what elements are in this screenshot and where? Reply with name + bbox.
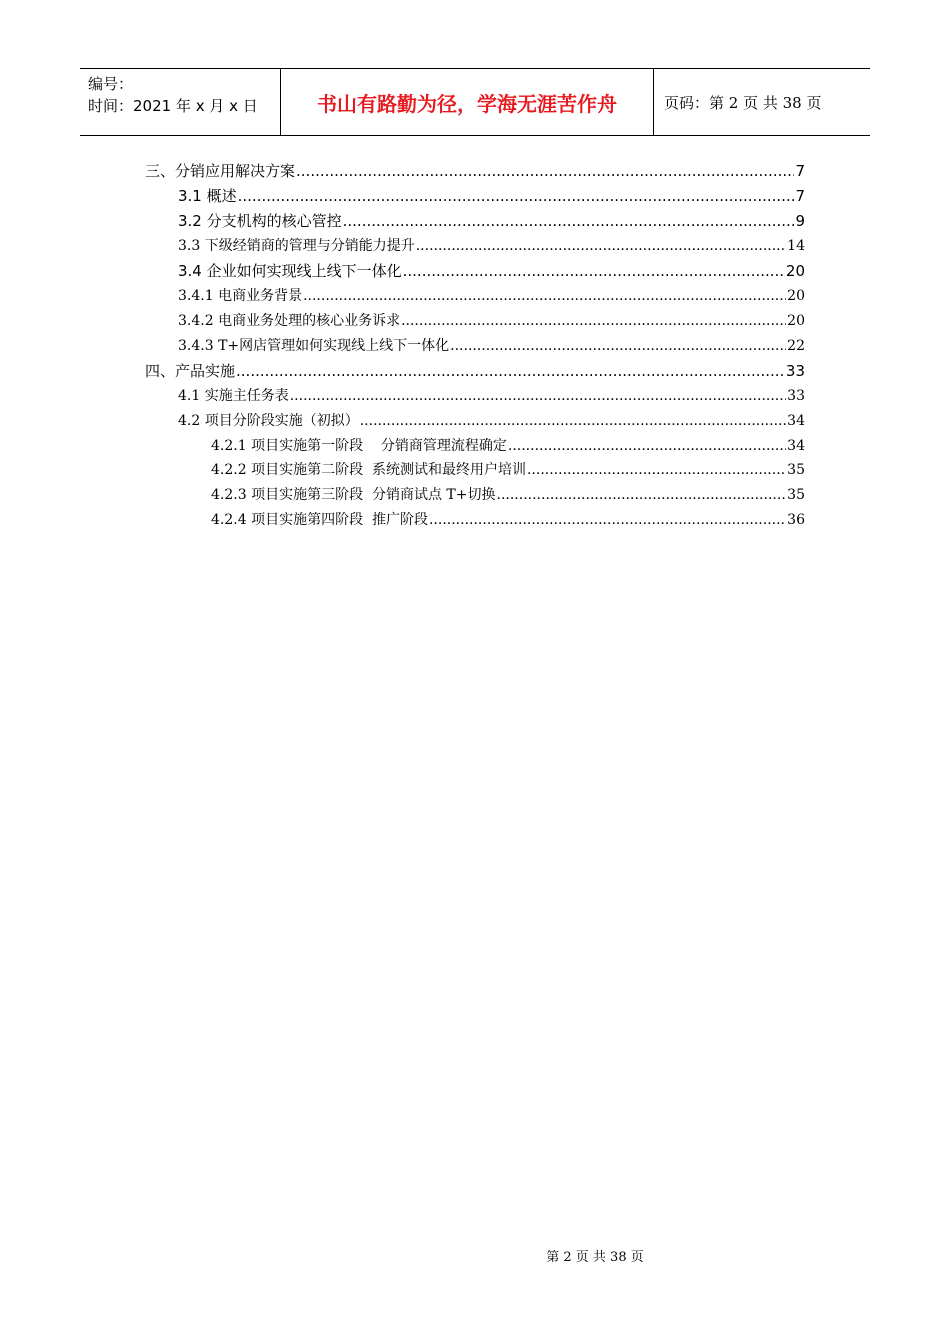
toc-entry[interactable] xyxy=(178,260,805,282)
toc-entry-page: 7 xyxy=(795,187,805,205)
toc-entry[interactable] xyxy=(178,410,805,432)
toc-entry[interactable] xyxy=(178,185,805,207)
toc-leader-dots xyxy=(236,362,785,380)
toc-entry-page: 7 xyxy=(795,162,805,180)
toc-entry-title: 四、产品实施 xyxy=(145,362,236,380)
toc-entry-page: 9 xyxy=(795,212,805,230)
toc-entry-page: 36 xyxy=(787,512,805,528)
toc-entry[interactable] xyxy=(178,335,805,357)
toc-entry-title: 4.2.2 项目实施第二阶段 系统测试和最终用户培训 xyxy=(211,462,526,478)
toc-entry[interactable] xyxy=(178,235,805,257)
toc-entry-page: 35 xyxy=(787,487,805,503)
toc-entry-title: 3.4.2 电商业务处理的核心业务诉求 xyxy=(178,313,401,329)
toc-entry[interactable] xyxy=(178,385,805,407)
toc-leader-dots xyxy=(360,413,786,429)
toc-entry-page: 34 xyxy=(787,438,805,454)
toc-leader-dots xyxy=(303,288,786,304)
toc-leader-dots xyxy=(290,388,786,404)
toc-entry-title: 4.2.3 项目实施第三阶段 分销商试点 T+切换 xyxy=(211,487,496,503)
toc-entry[interactable] xyxy=(178,285,805,307)
toc-leader-dots xyxy=(238,187,795,205)
toc-entry-title: 3.4.1 电商业务背景 xyxy=(178,288,303,304)
header-motto: 书山有路勤为径，学海无涯苦作舟 xyxy=(281,69,654,135)
toc-entry-title: 三、分销应用解决方案 xyxy=(145,162,296,180)
toc-entry-page: 20 xyxy=(787,313,805,329)
toc-leader-dots xyxy=(429,512,786,528)
toc-leader-dots xyxy=(450,338,786,354)
toc-entry-title: 3.2 分支机构的核心管控 xyxy=(178,212,342,230)
toc-entry-page: 35 xyxy=(787,462,805,478)
toc-entry-page: 22 xyxy=(787,338,805,354)
toc-entry-page: 33 xyxy=(785,362,805,380)
toc-entry-page: 20 xyxy=(785,262,805,280)
toc-entry[interactable] xyxy=(145,160,805,182)
toc-leader-dots xyxy=(296,162,794,180)
toc-entry[interactable] xyxy=(211,435,805,457)
header-page-info: 页码：第 2 页 共 38 页 xyxy=(664,93,822,112)
toc-leader-dots xyxy=(497,487,787,503)
toc-entry-title: 3.1 概述 xyxy=(178,187,237,205)
toc-entry[interactable] xyxy=(211,509,805,531)
header-left-cell xyxy=(80,69,281,135)
document-date-label: 时间：2021 年 x 月 x 日 xyxy=(88,97,258,115)
toc-entry-title: 4.1 实施主任务表 xyxy=(178,388,289,404)
toc-entry-page: 14 xyxy=(787,238,805,254)
toc-leader-dots xyxy=(343,212,795,230)
toc-leader-dots xyxy=(508,438,786,454)
page-footer: 第 2 页 共 38 页 xyxy=(546,1250,644,1265)
toc-entry[interactable] xyxy=(178,210,805,232)
toc-entry[interactable] xyxy=(211,459,805,481)
toc-entry-title: 4.2.1 项目实施第一阶段 分销商管理流程确定 xyxy=(211,438,507,454)
toc-entry[interactable] xyxy=(145,360,805,382)
toc-entry-title: 3.4 企业如何实现线上线下一体化 xyxy=(178,262,402,280)
toc-entry-title: 4.2 项目分阶段实施（初拟） xyxy=(178,413,359,429)
toc-entry-page: 34 xyxy=(787,413,805,429)
toc-entry[interactable] xyxy=(178,310,805,332)
toc-leader-dots xyxy=(527,462,786,478)
page-header xyxy=(80,68,870,136)
toc-leader-dots xyxy=(403,262,785,280)
toc-entry-title: 3.3 下级经销商的管理与分销能力提升 xyxy=(178,238,415,254)
toc-entry-title: 3.4.3 T+网店管理如何实现线上线下一体化 xyxy=(178,338,450,354)
toc-leader-dots xyxy=(401,313,786,329)
toc-leader-dots xyxy=(416,238,786,254)
document-number-label: 编号： xyxy=(88,75,134,93)
toc-entry-page: 33 xyxy=(787,388,805,404)
toc-entry[interactable] xyxy=(211,484,805,506)
toc-entry-title: 4.2.4 项目实施第四阶段 推广阶段 xyxy=(211,512,428,528)
toc-entry-page: 20 xyxy=(787,288,805,304)
